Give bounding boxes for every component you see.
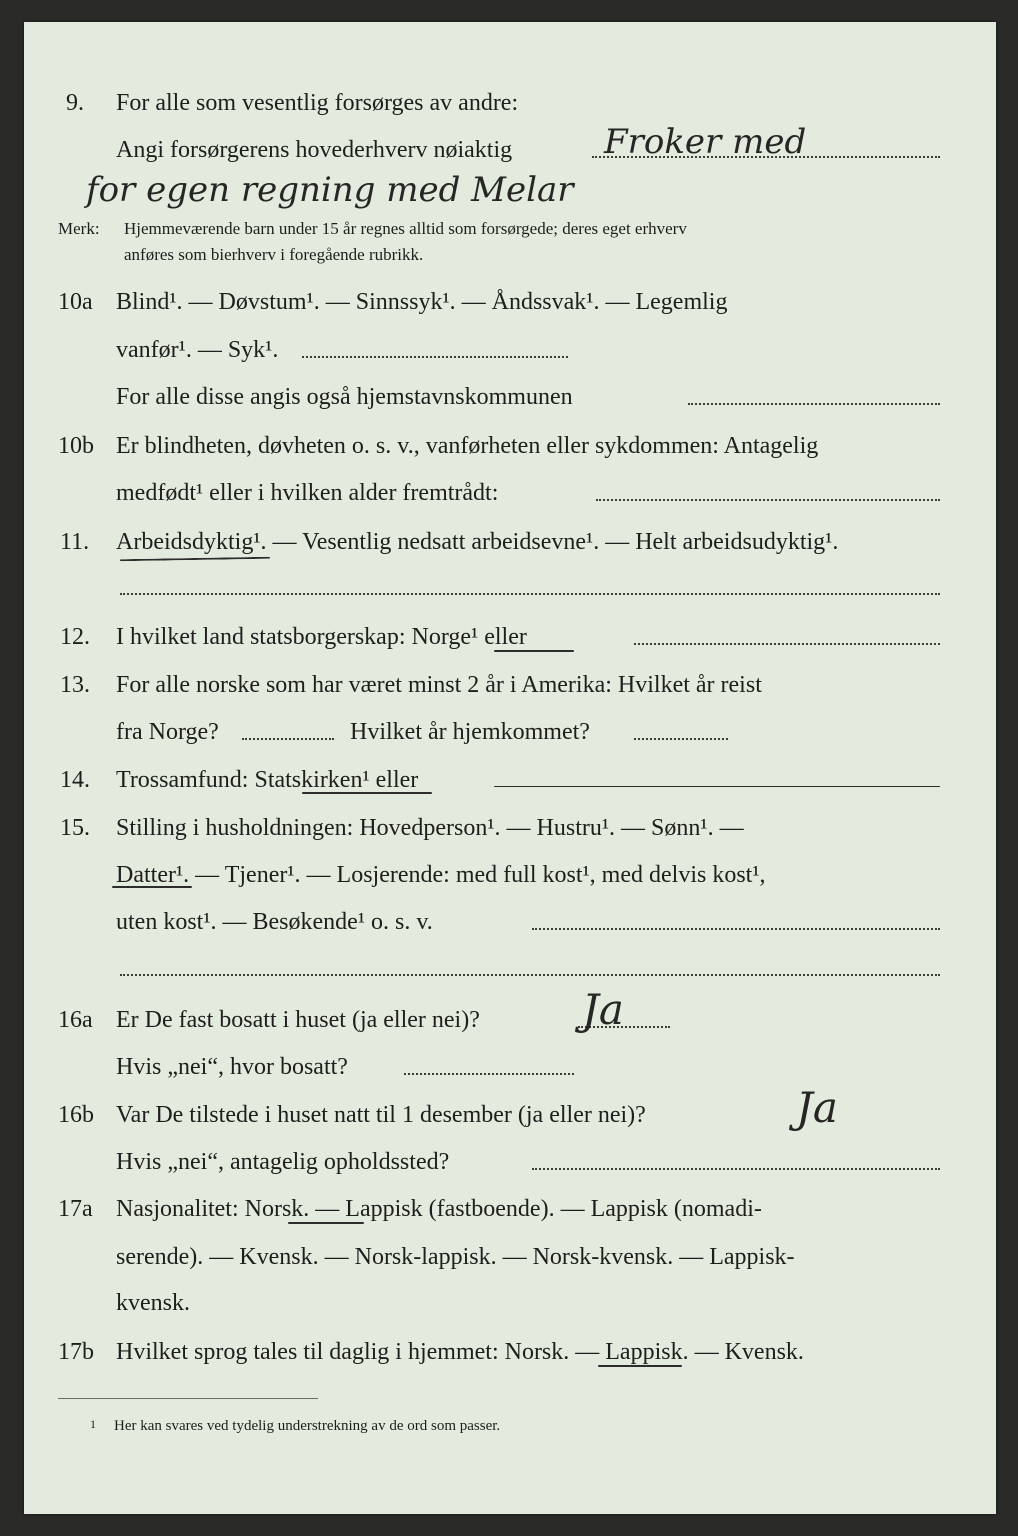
q17a-line1: Nasjonalitet: Norsk. — Lappisk (fastboende). — Lappisk (nomadi- <box>116 1196 762 1222</box>
q15-answer-line-2 <box>120 974 940 976</box>
q13-line1: For alle norske som har været minst 2 år i Amerika: Hvilket år reist <box>116 672 762 698</box>
merk-label: Merk: <box>58 219 100 238</box>
q13-departure-year-line <box>242 738 334 740</box>
q15-line2: Datter¹. — Tjener¹. — Losjerende: med full kost¹, med delvis kost¹, <box>116 862 766 888</box>
q15-number: 15. <box>60 815 90 841</box>
q9-handwritten-answer-1: Froker med <box>604 122 807 162</box>
q16b-line1: Var De tilstede i huset natt til 1 desember (ja eller nei)? <box>116 1102 646 1128</box>
q13-line2a: fra Norge? <box>116 719 219 745</box>
q16b-number: 16b <box>58 1102 94 1128</box>
q16b-location-line <box>532 1168 940 1170</box>
footnote-text: Her kan svares ved tydelig understrekning av de ord som passer. <box>114 1418 501 1434</box>
q15-line3: uten kost¹. — Besøkende¹ o. s. v. <box>116 909 433 935</box>
q17a-line3: kvensk. <box>116 1290 190 1316</box>
q9-line2: Angi forsørgerens hovederhverv nøiaktig <box>116 137 513 163</box>
q11-line1: Arbeidsdyktig¹. — Vesentlig nedsatt arbeidsevne¹. — Helt arbeidsudyktig¹. <box>116 529 839 555</box>
q9-number: 9. <box>66 90 84 116</box>
q16a-handwritten-answer: Ja <box>582 985 624 1034</box>
q10a-line2: vanfør¹. — Syk¹. <box>116 337 279 363</box>
q13-return-year-line <box>634 738 728 740</box>
q16a-line2: Hvis „nei“, hvor bosatt? <box>116 1054 348 1080</box>
q16a-number: 16a <box>58 1007 93 1033</box>
q10b-answer-line <box>596 499 940 501</box>
q14-number: 14. <box>60 767 90 793</box>
q17b-number: 17b <box>58 1339 94 1365</box>
q10b-line1: Er blindheten, døvheten o. s. v., vanførheten eller sykdommen: Antagelig <box>116 433 819 459</box>
footnote-separator <box>58 1398 318 1399</box>
q10b-number: 10b <box>58 433 94 459</box>
q16a-residence-line <box>404 1073 574 1075</box>
q14-underline-statskirken <box>302 792 432 794</box>
merk-line1: Hjemmeværende barn under 15 år regnes alltid som forsørgede; deres eget erhverv <box>124 219 687 238</box>
q13-line2b: Hvilket år hjemkommet? <box>350 719 590 745</box>
q10a-line3: For alle disse angis også hjemstavnskommunen <box>116 384 573 410</box>
q15-answer-line-1 <box>532 928 940 930</box>
q17a-line2: serende). — Kvensk. — Norsk-lappisk. — Norsk-kvensk. — Lappisk- <box>116 1244 795 1270</box>
q14-line1: Trossamfund: Statskirken¹ eller <box>116 767 419 793</box>
q17b-line1: Hvilket sprog tales til daglig i hjemmet: Norsk. — Lappisk. — Kvensk. <box>116 1339 804 1365</box>
census-form-page <box>24 22 996 1514</box>
q13-number: 13. <box>60 672 90 698</box>
q16b-line2: Hvis „nei“, antagelig opholdssted? <box>116 1149 450 1175</box>
q12-underline-norge <box>494 650 574 652</box>
q17a-number: 17a <box>58 1196 93 1222</box>
q17a-underline-norsk <box>288 1222 364 1224</box>
q9-handwritten-answer-2: for egen regning med Melar <box>86 170 574 210</box>
q12-number: 12. <box>60 624 90 650</box>
q10a-hometown-line <box>688 403 940 405</box>
q11-underline-arbeidsdyktig <box>120 557 270 562</box>
q14-answer-line <box>494 786 940 787</box>
q10a-answer-line <box>302 356 568 358</box>
q9-line1: For alle som vesentlig forsørges av andre: <box>116 90 519 116</box>
merk-line2: anføres som bierhverv i foregående rubrikk. <box>124 245 424 264</box>
q10b-line2: medfødt¹ eller i hvilken alder fremtrådt: <box>116 480 499 506</box>
q17b-underline-norsk <box>598 1365 682 1367</box>
q10a-line1: Blind¹. — Døvstum¹. — Sinnssyk¹. — Åndssvak¹. — Legemlig <box>116 289 728 315</box>
footnote-mark: 1 <box>90 1417 96 1431</box>
q11-number: 11. <box>60 529 90 555</box>
q15-line1: Stilling i husholdningen: Hovedperson¹. — Hustru¹. — Sønn¹. — <box>116 815 744 841</box>
q15-underline-datter <box>112 886 192 888</box>
q12-line1: I hvilket land statsborgerskap: Norge¹ eller <box>116 624 527 650</box>
q16b-handwritten-answer: Ja <box>796 1083 838 1132</box>
q10a-number: 10a <box>58 289 93 315</box>
q11-answer-line <box>120 593 940 595</box>
q12-answer-line <box>634 643 940 645</box>
q16a-line1: Er De fast bosatt i huset (ja eller nei)? <box>116 1007 480 1033</box>
